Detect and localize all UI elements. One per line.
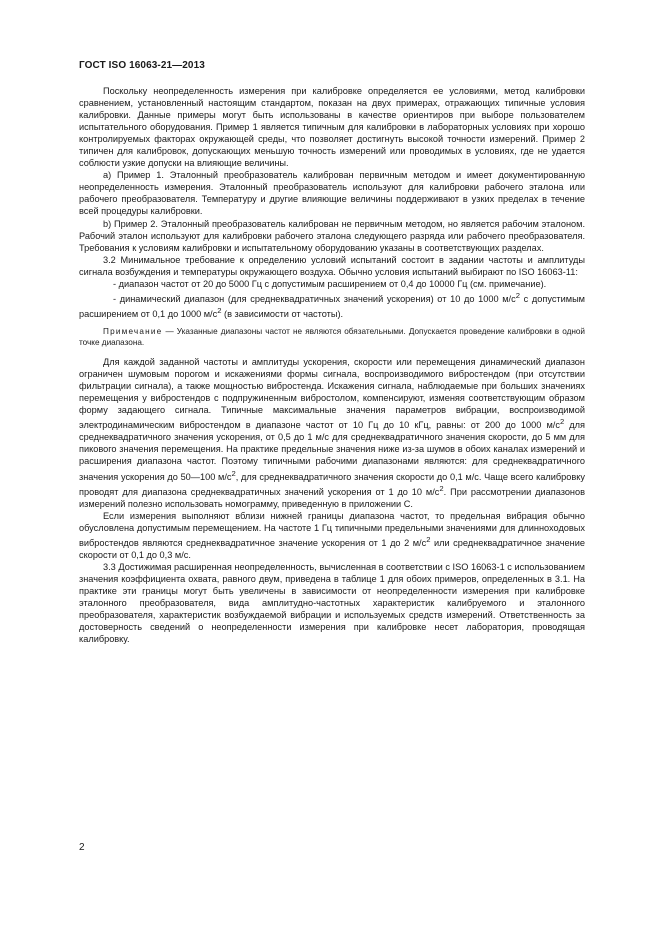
paragraph-dynamic-range-text-4: . При рассмотрении диапазонов измерений полезно использовать номограмму, приведенную в приложении С. — [79, 486, 585, 509]
superscript-2: 2 — [426, 534, 431, 544]
superscript-2: 2 — [559, 417, 565, 427]
document-body — [79, 85, 585, 645]
list-item-frequency-range: - диапазон частот от 20 до 5000 Гц с допустимым расширением от 0,4 до 10000 Гц (см. примечание). — [113, 278, 547, 289]
paragraph-dynamic-range-text-1: Для каждой заданной частоты и амплитуды ускорения, скорости или перемещения динамический диапазон ограничен шумовым порогом и искажениями формы сигнала, воспроизводимого вибростендом (при отсутствии фильтрации сигнала), а также мощностью вибростенда. Искажения сигнала, наблюдаемые при больших значениях перемещения у вибростендов с подпружиненным вибростолом, компенсируют, изменяя соответствующим образом форму задающего сигнала. Типичные максимальные значения параметров вибрации, воспроизводимой электродинамическим вибростендом в диапазоне частот от 10 Гц до 10 кГц, равны: от 200 до 1000 м/с — [79, 357, 585, 431]
superscript-2: 2 — [217, 305, 222, 315]
note-label: Примечание — [103, 327, 163, 337]
paragraph-3-3: 3.3 Достижимая расширенная неопределенность, вычисленная в соответствии с ISO 16063-1 с использованием значения коэффициента охвата, равного двум, приведена в таблице 1 для обоих примеров, определенных в 3.1. На практике эти границы могут быть увеличены в зависимости от неопределенности измерения при калибровке эталонного преобразователя, вида амплитудно-частотных характеристик калибруемого и эталонного преобразователя, характеристик возбуждаемой вибрации и используемых средств измерений. Ответственность за достоверность сведений о неопределенности измерения при калибровке несет лаборатория, проводящая калибровку. — [79, 562, 585, 645]
paragraph-dynamic-range-text-3: , для среднеквадратичного значения скорости до 0,1 м/с. Чаще всего калибровку проводят для диапазона среднеквадратичных значений ускорения от 1 до 10 м/с — [79, 471, 586, 497]
list-item-dynamic-range — [79, 290, 585, 320]
page-number: 2 — [79, 842, 85, 853]
dynamic-range-text-1: - динамический диапазон (для среднеквадратичных значений ускорения) от 10 до 1000 м/с — [113, 293, 516, 304]
superscript-2: 2 — [439, 483, 444, 493]
paragraph-low-frequency — [79, 510, 585, 561]
note-block — [79, 326, 585, 348]
paragraph-low-frequency-text-2: или среднеквадратичное значение скорости от 0,1 до 0,3 м/с. — [79, 537, 585, 560]
paragraph-dynamic-range-text-2: для среднеквадратичного значения ускорения, от 0,5 до 1 м/с для среднеквадратичного значения скорости, до 5 мм для пикового значения перемещения. На практике предельные значения ниже из-за шумов в обоих каналах измерений и расширения диапазона частот. Поэтому типичными рабочими диапазонами являются: для среднеквадратичного значения ускорения до 50—100 м/с — [79, 420, 585, 482]
paragraph-dynamic-range — [79, 356, 585, 510]
superscript-2: 2 — [515, 290, 520, 300]
paragraph-example-1: a) Пример 1. Эталонный преобразователь калиброван первичным методом и имеет документированную неопределенность измерения. Эталонный преобразователь используют для калибровки рабочего эталона или рабочего преобразователя. Температуру и другие влияющие величины поддерживают в узких пределах в течение всей процедуры калибровки. — [79, 170, 585, 217]
paragraph-3-2: 3.2 Минимальное требование к определению условий испытаний состоит в задании частоты и амплитуды сигнала возбуждения и температуры окружающего воздуха. Обычно условия испытаний выбирают по ISO 16063-11: — [79, 254, 585, 277]
note-text: — Указанные диапазоны частот не являются обязательными. Допускается проведение калибровки в одной точке диапазона. — [79, 327, 585, 348]
paragraph-low-frequency-text-1: Если измерения выполняют вблизи нижней границы диапазона частот, то предельная вибрация обычно обусловлена допустимым перемещением. На частоте 1 Гц типичными предельными значениями для длинноходовых вибростендов являются среднеквадратичное значение ускорения от 1 до 2 м/с — [79, 510, 585, 548]
dynamic-range-text-3: (в зависимости от частоты). — [221, 308, 344, 319]
superscript-2: 2 — [231, 468, 236, 478]
document-header: ГОСТ ISO 16063-21—2013 — [79, 60, 205, 71]
paragraph-example-2: b) Пример 2. Эталонный преобразователь калиброван не первичным методом, но является рабочим эталоном. Рабочий эталон используют для калибровки рабочего эталона следующего разряда или рабочего преобразователя. Требования к условиям калибровки и испытательному оборудованию указаны в соответствующих разделах. — [79, 218, 585, 253]
paragraph-intro: Поскольку неопределенность измерения при калибровке определяется ее условиями, метод калибровки сравнением, установленный настоящим стандартом, показан на двух примерах, отражающих типичные условия калибровки. Данные примеры могут быть использованы в качестве ориентиров при выборе пользователем испытательного оборудования. Пример 1 является типичным для калибровки в лабораторных условиях при хорошо контролируемых факторах окружающей среды, что позволяет достигнуть высокой точности измерений. Пример 2 типичен для калибровок, допускающих меньшую точность измерений или проводимых в условиях, где не удается соблюсти узкие допуски на влияющие величины. — [79, 86, 585, 169]
dynamic-range-text-2: с допустимым расширением от 0,1 до 1000 м/с — [79, 293, 585, 319]
